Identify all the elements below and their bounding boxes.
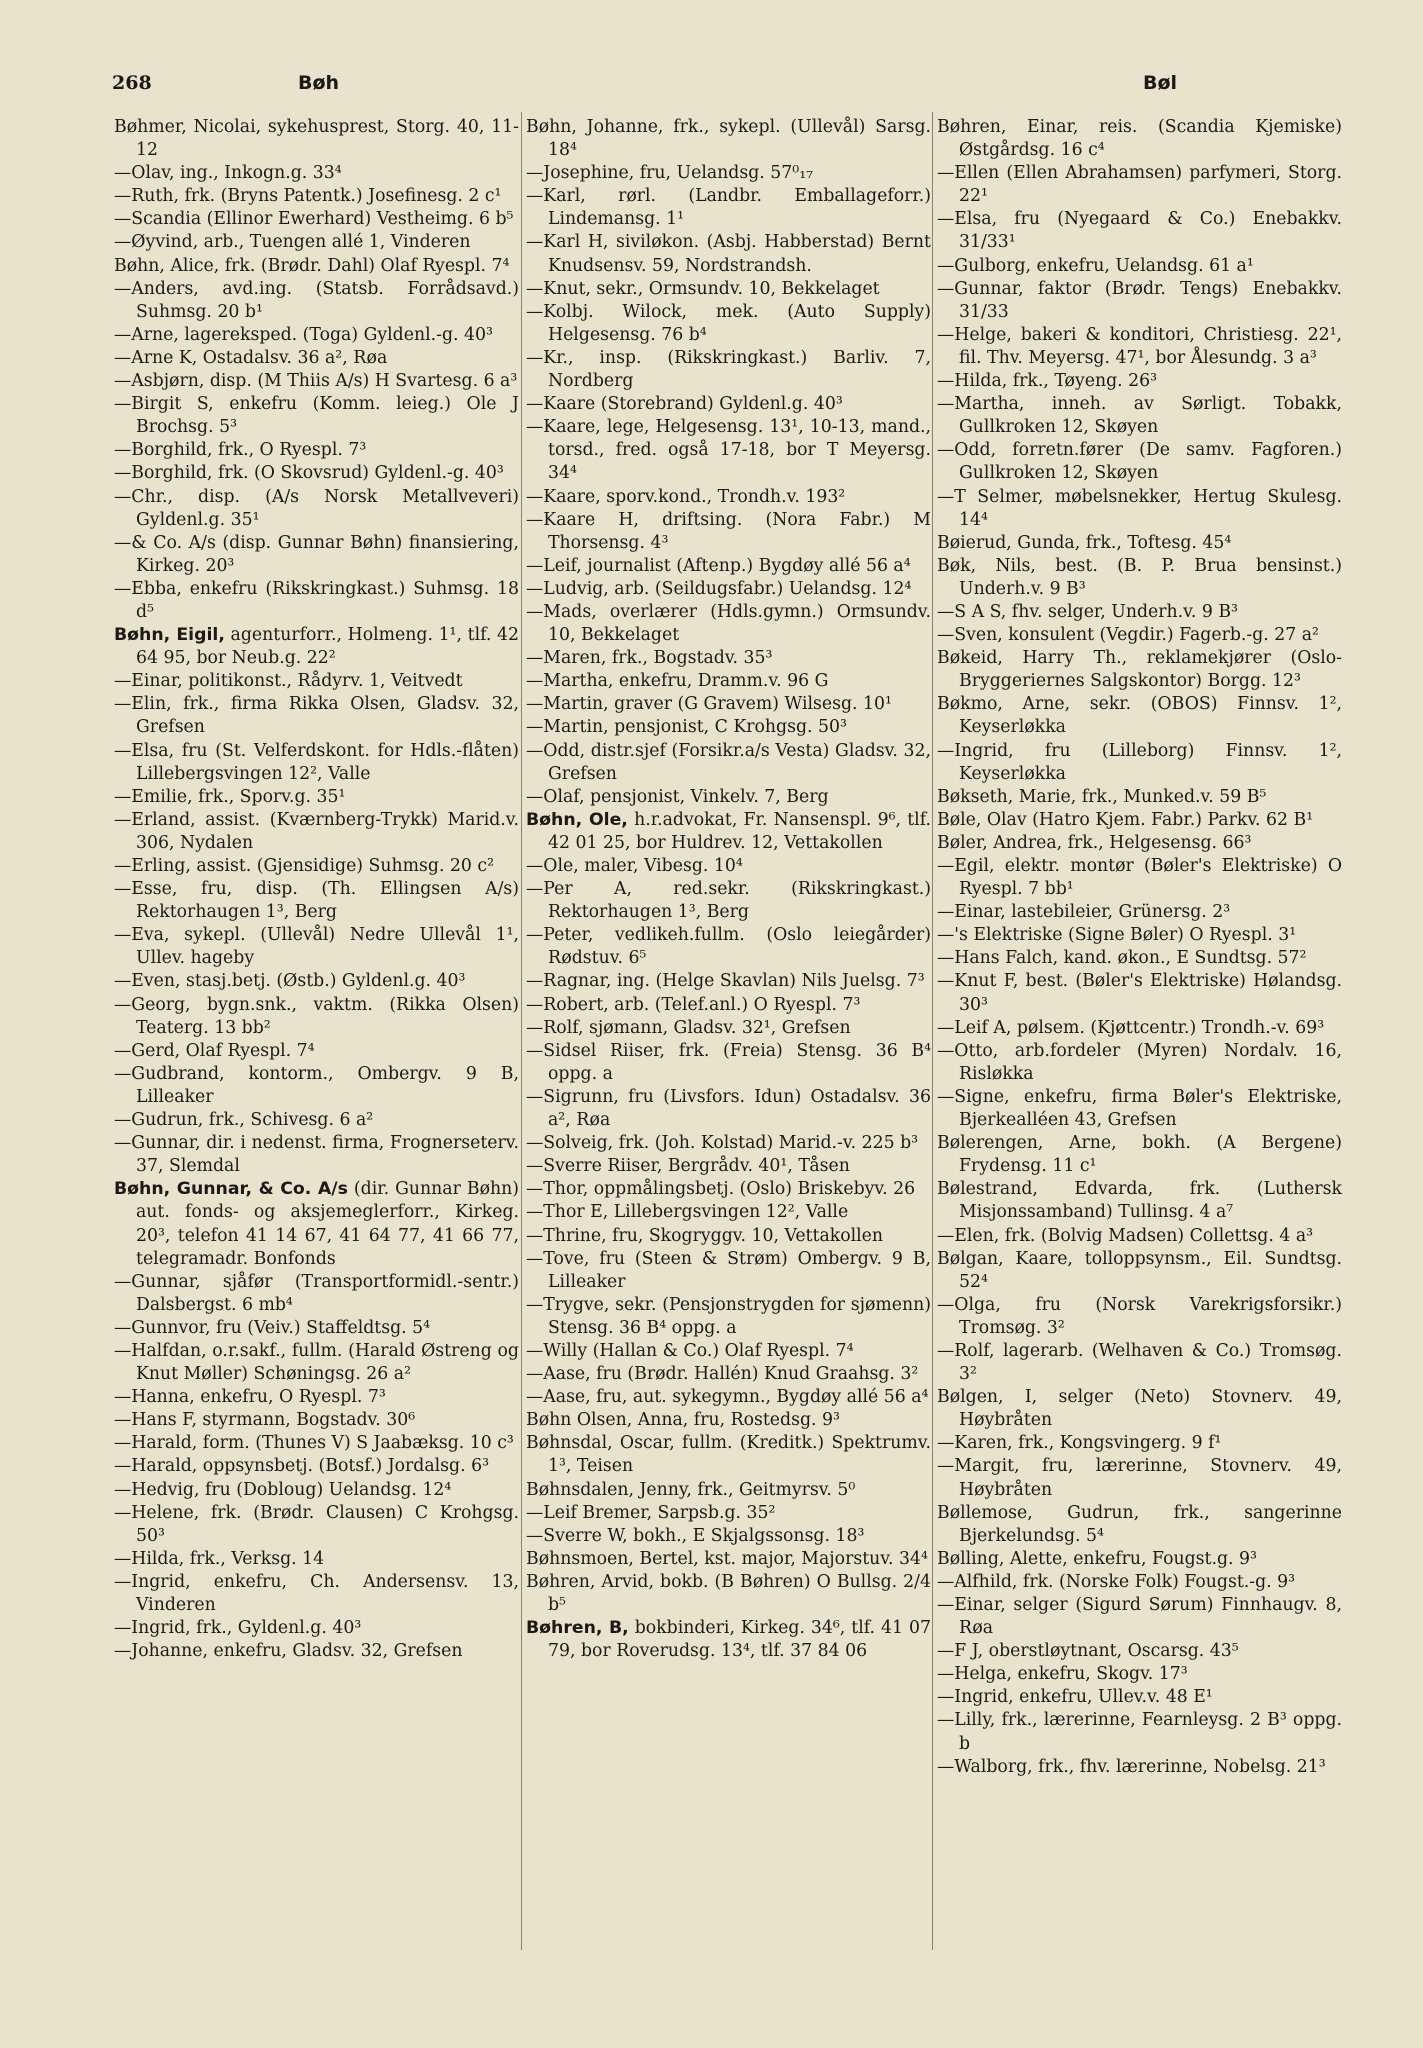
listing-text: —Asbjørn, disp. (M Thiis A/s) H Svartesg. 6 a³ (114, 371, 518, 392)
listing-text: —Olaf, pensjonist, Vinkelv. 7, Berg (526, 786, 829, 807)
page-number: 268 (112, 72, 152, 94)
listing-entry (937, 1756, 1342, 1779)
listing-text: Bøkseth, Marie, frk., Munked.v. 59 B⁵ (937, 786, 1267, 807)
listing-entry (937, 647, 1342, 693)
listing-text: —Sigrunn, fru (Livsfors. Idun) Ostadalsv. 36 a², Røa (526, 1086, 931, 1131)
listing-entry (526, 578, 931, 601)
listing-text: —Gulborg, enkefru, Uelandsg. 61 a¹ (937, 255, 1254, 276)
listing-text: —Georg, bygn.snk., vaktm. (Rikka Olsen) Teaterg. 13 bb² (114, 994, 519, 1038)
listing-text: —Emilie, frk., Sporv.g. 35¹ (114, 786, 346, 807)
listing-entry (114, 578, 519, 624)
listing-entry (937, 786, 1342, 809)
listing-text: —Alfhild, frk. (Norske Folk) Fougst.-g. 9³ (937, 1571, 1296, 1592)
listing-name-bold: Bøhren, B, (526, 1618, 629, 1639)
listing-entry (526, 1248, 931, 1294)
listing-entry (114, 1640, 519, 1663)
listing-entry (526, 416, 931, 485)
listing-entry (114, 670, 519, 693)
listing-text: —Karl, rørl. (Landbr. Emballageforr.) Lindemansg. 1¹ (526, 186, 931, 230)
listing-text: —Martha, enkefru, Dramm.v. 96 G (526, 671, 829, 692)
listing-entry (937, 1132, 1342, 1178)
listing-text: Bølestrand, Edvarda, frk. (Luthersk Misjonssamband) Tullinsg. 4 a⁷ (937, 1179, 1342, 1223)
listing-entry (526, 1340, 931, 1363)
listing-entry (937, 532, 1342, 555)
listing-text: —Ole, maler, Vibesg. 10⁴ (526, 856, 743, 876)
listing-text: —Helene, frk. (Brødr. Clausen) C Krohgsg. 50³ (114, 1502, 519, 1546)
listing-entry (114, 1479, 519, 1502)
listing-text: —Sverre Riiser, Bergrådv. 40¹, Tåsen (526, 1156, 850, 1177)
listing-entry (526, 740, 931, 786)
listing-text: —Mads, overlærer (Hdls.gymn.) Ormsundv. 10, Bekkelaget (526, 601, 931, 646)
listing-text: —Josephine, fru, Uelandsg. 57⁰₁₇ (526, 163, 814, 184)
listing-text: —Ingrid, fru (Lilleborg) Finnsv. 1², Keyserløkka (937, 740, 1342, 784)
listing-entry (526, 162, 931, 185)
listing-text: —Hilda, frk., Tøyeng. 26³ (937, 371, 1158, 392)
listing-entry (937, 255, 1342, 278)
listing-text: —Otto, arb.fordeler (Myren) Nordalv. 16, Risløkka (937, 1040, 1342, 1084)
column-divider (932, 112, 933, 1950)
listing-entry (526, 231, 931, 277)
listing-text: —Øyvind, arb., Tuengen allé 1, Vinderen (114, 232, 471, 253)
listing-text: —Sven, konsulent (Vegdir.) Fagerb.-g. 27 a² (937, 625, 1319, 646)
listing-entry (937, 1294, 1342, 1340)
listing-entry (114, 878, 519, 924)
listing-text: —Tove, fru (Steen & Strøm) Ombergv. 9 B, Lilleaker (526, 1248, 931, 1292)
listing-text: —Harald, form. (Thunes V) S Jaabæksg. 10 c³ (114, 1433, 514, 1454)
listing-entry (526, 1617, 931, 1663)
listing-entry (114, 1386, 519, 1409)
listing-text: —Knut F, best. (Bøler's Elektriske) Hølandsg. 30³ (937, 971, 1342, 1015)
listing-text: —Maren, frk., Bogstadv. 35³ (526, 648, 773, 669)
listing-entry (114, 231, 519, 254)
running-head-left: Bøh (298, 72, 340, 94)
listing-entry (114, 1502, 519, 1548)
listing-text: —Martin, pensjonist, C Krohgsg. 50³ (526, 717, 847, 738)
listing-entry (526, 347, 931, 393)
listing-text: —Gunnar, sjåfør (Transportformidl.-sentr.) Dalsbergst. 6 mb⁴ (114, 1271, 519, 1315)
listing-text: —Margit, fru, lærerinne, Stovnerv. 49, Høybråten (937, 1456, 1342, 1500)
listing-text: —Erland, assist. (Kværnberg-Trykk) Marid.v. 306, Nydalen (114, 809, 519, 853)
listing-entry (526, 994, 931, 1017)
listing-text: Bøhn, Johanne, frk., sykepl. (Ullevål) Sarsg. 18⁴ (526, 117, 931, 161)
listing-entry (937, 901, 1342, 924)
listing-text: Bøhren, Arvid, bokb. (B Bøhren) O Bullsg. 2/4 b⁵ (526, 1571, 931, 1615)
listing-text: —Birgit S, enkefru (Komm. leieg.) Ole J Brochsg. 5³ (114, 394, 519, 438)
listing-text: —Thrine, fru, Skogryggv. 10, Vettakollen (526, 1225, 884, 1246)
listing-text: —Borghild, frk. (O Skovsrud) Gyldenl.-g. 40³ (114, 463, 504, 484)
listing-text: —Sverre W, bokh., E Skjalgssonsg. 18³ (526, 1525, 865, 1546)
listing-text: —Kaare, lege, Helgesensg. 13¹, 10-13, mand., torsd., fred. også 17-18, bor T Meyersg. 34⁴ (526, 417, 931, 484)
listing-text: —Hilda, frk., Verksg. 14 (114, 1548, 325, 1569)
listing-entry (114, 462, 519, 485)
listing-entry (937, 324, 1342, 370)
listing-entry (526, 1201, 931, 1224)
listing-entry (114, 1432, 519, 1455)
listing-text: —Solveig, frk. (Joh. Kolstad) Marid.-v. 225 b³ (526, 1133, 919, 1154)
listing-entry (937, 1340, 1342, 1386)
listing-entry (526, 1178, 931, 1201)
listing-entry (114, 393, 519, 439)
listing-entry (937, 740, 1342, 786)
listing-text: —Martha, inneh. av Sørligt. Tobakk, Gullkroken 12, Skøyen (937, 394, 1342, 438)
listing-text: Bølgan, Kaare, tolloppsynsm., Eil. Sundtsg. 52⁴ (937, 1248, 1342, 1292)
listing-text: —Gerd, Olaf Ryespl. 7⁴ (114, 1040, 315, 1061)
listing-entry (937, 924, 1342, 947)
listing-entry (526, 716, 931, 739)
listing-text: —Halfdan, o.r.sakf., fullm. (Harald Østreng og Knut Møller) Schøningsg. 26 a² (114, 1340, 519, 1385)
listing-entry (526, 693, 931, 716)
listing-text: —Helge, bakeri & konditori, Christiesg. 22¹, fil. Thv. Meyersg. 47¹, bor Ålesundg. 3 a³ (937, 324, 1342, 368)
listing-name-bold: Bøhn, Eigil, (114, 625, 225, 646)
listing-text: —Kaare (Storebrand) Gyldenl.g. 40³ (526, 394, 843, 415)
listing-entry (937, 1594, 1342, 1640)
listing-entry (526, 116, 931, 162)
listing-entry (114, 324, 519, 347)
listing-text: —Hans F, styrmann, Bogstadv. 30⁶ (114, 1410, 416, 1431)
listing-entry (937, 601, 1342, 624)
listing-text: —Johanne, enkefru, Gladsv. 32, Grefsen (114, 1641, 463, 1662)
listing-entry (114, 924, 519, 970)
listing-text: —Kr., insp. (Rikskringkast.) Barliv. 7, Nordberg (526, 347, 931, 392)
listing-entry (526, 970, 931, 993)
listing-entry (526, 1479, 931, 1502)
listing-text: —Leif Bremer, Sarpsb.g. 35² (526, 1502, 776, 1523)
listing-text: —Rolf, lagerarb. (Welhaven & Co.) Tromsøg. 3² (937, 1340, 1342, 1385)
listing-text: —Lilly, frk., lærerinne, Fearnleysg. 2 B³ oppg. b (937, 1710, 1342, 1754)
listing-text: —Knut, sekr., Ormsundv. 10, Bekkelaget (526, 278, 880, 299)
listing-entry (114, 208, 519, 231)
listing-text: —Kolbj. Wilock, mek. (Auto Supply) Helgesensg. 76 b⁴ (526, 301, 931, 345)
listing-entry (114, 624, 519, 670)
listing-text: Bøkmo, Arne, sekr. (OBOS) Finnsv. 1², Keyserløkka (937, 694, 1342, 738)
listing-text: —Signe, enkefru, firma Bøler's Elektriske, Bjerkealléen 43, Grefsen (937, 1086, 1342, 1131)
listing-text: —Eva, sykepl. (Ullevål) Nedre Ullevål 1¹, Ullev. hageby (114, 925, 519, 969)
listing-text: —'s Elektriske (Signe Bøler) O Ryespl. 3¹ (937, 925, 1297, 946)
listing-text: —Ingrid, frk., Gyldenl.g. 40³ (114, 1618, 362, 1639)
listing-text: —Ludvig, arb. (Seildugsfabr.) Uelandsg. 12⁴ (526, 578, 912, 599)
listing-text: Bølling, Alette, enkefru, Fougst.g. 9³ (937, 1548, 1257, 1569)
listing-entry (526, 855, 931, 878)
listing-text: —Robert, arb. (Telef.anl.) O Ryespl. 7³ (526, 994, 861, 1015)
listing-name-bold: Bøhn, Gunnar, & Co. A/s (114, 1179, 348, 1200)
listing-entry (937, 1548, 1342, 1571)
listing-text: —Olga, fru (Norsk Varekrigsforsikr.) Tromsøg. 3² (937, 1294, 1342, 1338)
listing-text: —Harald, oppsynsbetj. (Botsf.) Jordalsg. 6³ (114, 1456, 490, 1477)
listing-entry (526, 1502, 931, 1525)
listing-text: —Esse, fru, disp. (Th. Ellingsen A/s) Rektorhaugen 1³, Berg (114, 879, 519, 923)
listing-entry (114, 439, 519, 462)
listing-text: Bøhnsdal, Oscar, fullm. (Kreditk.) Spektrumv. 1³, Teisen (526, 1433, 931, 1477)
listing-entry (526, 1225, 931, 1248)
column-divider (521, 112, 522, 1950)
listing-entry (937, 1640, 1342, 1663)
listing-text: Bølerengen, Arne, bokh. (A Bergene) Frydensg. 11 c¹ (937, 1133, 1342, 1177)
listing-entry (526, 878, 931, 924)
listing-text: —Einar, lastebileier, Grünersg. 2³ (937, 902, 1231, 923)
listing-entry (937, 555, 1342, 601)
listing-text: —Chr., disp. (A/s Norsk Metallveveri) Gyldenl.g. 35¹ (114, 486, 519, 530)
listing-entry (526, 1409, 931, 1432)
listing-text: —Ragnar, ing. (Helge Skavlan) Nils Juelsg. 7³ (526, 971, 925, 992)
listing-text: —Egil, elektr. montør (Bøler's Elektriske) O Ryespl. 7 bb¹ (937, 856, 1342, 900)
listing-text: —Thor E, Lillebergsvingen 12², Valle (526, 1202, 849, 1223)
listing-text: —Thor, oppmålingsbetj. (Oslo) Briskebyv. 26 (526, 1179, 916, 1200)
listing-entry (937, 1178, 1342, 1224)
listing-entry (937, 208, 1342, 254)
listing-entry (114, 1317, 519, 1340)
listing-entry (937, 1663, 1342, 1686)
listing-text: —Elsa, fru (Nyegaard & Co.) Enebakkv. 31/33¹ (937, 209, 1342, 253)
listing-text: —Kaare, sporv.kond., Trondh.v. 193² (526, 486, 846, 507)
listing-text: Bøhnsdalen, Jenny, frk., Geitmyrsv. 5⁰ (526, 1479, 856, 1500)
listing-entry (526, 809, 931, 855)
listing-entry (526, 393, 931, 416)
listing-entry (114, 1571, 519, 1617)
listing-text: —Hans Falch, kand. økon., E Sundtsg. 57² (937, 948, 1307, 969)
listing-entry (937, 947, 1342, 970)
listing-text: —Einar, selger (Sigurd Sørum) Finnhaugv. 8, Røa (937, 1595, 1342, 1639)
listing-entry (526, 1294, 931, 1340)
listing-text: —Willy (Hallan & Co.) Olaf Ryespl. 7⁴ (526, 1340, 854, 1361)
listing-entry (937, 809, 1342, 832)
listing-entry (937, 116, 1342, 162)
listing-text: —Arne, lagereksped. (Toga) Gyldenl.-g. 40³ (114, 324, 493, 345)
listing-text: —Ebba, enkefru (Rikskringkast.) Suhmsg. 18 d⁵ (114, 578, 519, 622)
listing-text: —Walborg, frk., fhv. lærerinne, Nobelsg. 21³ (937, 1756, 1326, 1777)
listing-entry (114, 1409, 519, 1432)
listing-text: —Rolf, sjømann, Gladsv. 32¹, Grefsen (526, 1017, 851, 1038)
listing-text: Bøierud, Gunda, frk., Toftesg. 45⁴ (937, 532, 1232, 553)
listing-text: —Trygve, sekr. (Pensjonstrygden for sjømenn) Stensg. 36 B⁴ oppg. a (526, 1294, 931, 1338)
listing-entry (937, 1455, 1342, 1501)
listing-text: —Kaare H, driftsing. (Nora Fabr.) M Thorsensg. 4³ (526, 509, 931, 553)
listing-text: —Anders, avd.ing. (Statsb. Forrådsavd.) Suhmsg. 20 b¹ (114, 278, 519, 322)
listing-text: —Leif A, pølsem. (Kjøttcentr.) Trondh.-v. 69³ (937, 1017, 1325, 1038)
listing-entry (937, 486, 1342, 532)
listing-text: Bøkeid, Harry Th., reklamekjører (Oslo-Bryggeriernes Salgskontor) Borgg. 12³ (937, 648, 1342, 692)
listing-entry (114, 255, 519, 278)
listing-text: —Karen, frk., Kongsvingerg. 9 f¹ (937, 1433, 1222, 1454)
running-head-right: Bøl (1143, 72, 1178, 94)
column-3 (937, 116, 1342, 1779)
listing-text: —Gudrun, frk., Schivesg. 6 a² (114, 1110, 374, 1131)
listing-entry (937, 1502, 1342, 1548)
listing-text: —Erling, assist. (Gjensidige) Suhmsg. 20 c² (114, 856, 495, 876)
listing-entry (937, 1571, 1342, 1594)
column-2 (526, 116, 931, 1663)
listing-entry (114, 693, 519, 739)
listing-text: agenturforr., Holmeng. 1¹, tlf. 42 64 95, bor Neub.g. 22² (136, 625, 519, 669)
listing-entry (526, 786, 931, 809)
listing-entry (526, 185, 931, 231)
listing-text: Bøhn Olsen, Anna, fru, Rostedsg. 9³ (526, 1410, 840, 1431)
listing-entry (526, 1548, 931, 1571)
listing-entry (937, 1017, 1342, 1040)
listing-text: —Odd, forretn.fører (De samv. Fagforen.) Gullkroken 12, Skøyen (937, 440, 1342, 484)
listing-text: —Gunnar, dir. i nedenst. firma, Frognerseterv. 37, Slemdal (114, 1133, 519, 1177)
listing-text: h.r.advokat, Fr. Nansenspl. 9⁶, tlf. 42 01 25, bor Huldrev. 12, Vettakollen (548, 809, 931, 853)
listing-text: —Ellen (Ellen Abrahamsen) parfymeri, Storg. 22¹ (937, 163, 1342, 207)
listing-entry (114, 278, 519, 324)
listing-text: —Einar, politikonst., Rådyrv. 1, Veitvedt (114, 671, 463, 692)
listing-text: —Scandia (Ellinor Ewerhard) Vestheimg. 6 b⁵ (114, 209, 514, 230)
listing-text: —Peter, vedlikeh.fullm. (Oslo leiegårder) Rødstuv. 6⁵ (526, 925, 931, 969)
listing-text: —S A S, fhv. selger, Underh.v. 9 B³ (937, 601, 1238, 622)
listing-entry (937, 1432, 1342, 1455)
listing-entry (526, 1017, 931, 1040)
column-1 (114, 116, 519, 1663)
listing-entry (526, 1386, 931, 1409)
listing-entry (937, 1709, 1342, 1755)
listing-entry (114, 1340, 519, 1386)
listing-text: Bøler, Andrea, frk., Helgesensg. 66³ (937, 832, 1252, 853)
listing-text: —Elen, frk. (Bolvig Madsen) Collettsg. 4 a³ (937, 1225, 1314, 1246)
listing-entry (526, 924, 931, 970)
listing-entry (937, 162, 1342, 208)
listing-entry (526, 301, 931, 347)
listing-entry (114, 1271, 519, 1317)
listing-entry (114, 116, 519, 162)
listing-entry (114, 370, 519, 393)
listing-text: —Karl H, siviløkon. (Asbj. Habberstad) Bernt Knudsensv. 59, Nordstrandsh. (526, 232, 931, 276)
listing-text: —Even, stasj.betj. (Østb.) Gyldenl.g. 40³ (114, 971, 466, 992)
listing-entry (114, 347, 519, 370)
listing-entry (937, 370, 1342, 393)
listing-text: —Ruth, frk. (Bryns Patentk.) Josefinesg. 2 c¹ (114, 186, 502, 207)
listing-entry (114, 809, 519, 855)
listing-text: (dir. Gunnar Bøhn) aut. fonds- og aksjemeglerforr., Kirkeg. 20³, telefon 41 14 67, 41 64 77, 41 66 77, telegramadr. Bonfonds (136, 1179, 519, 1269)
listing-entry (526, 278, 931, 301)
listing-text: Bøhren, Einar, reis. (Scandia Kjemiske) Østgårdsg. 16 c⁴ (937, 117, 1342, 161)
listing-entry (114, 532, 519, 578)
listing-entry (526, 647, 931, 670)
listing-text: Bøk, Nils, best. (B. P. Brua bensinst.) Underh.v. 9 B³ (937, 555, 1342, 599)
listing-text: —Per A, red.sekr. (Rikskringkast.) Rektorhaugen 1³, Berg (526, 879, 931, 923)
listing-text: —Ingrid, enkefru, Ch. Andersensv. 13, Vinderen (114, 1571, 519, 1615)
listing-entry (114, 786, 519, 809)
listing-entry (937, 1386, 1342, 1432)
listing-entry (114, 855, 519, 878)
listing-entry (526, 1155, 931, 1178)
listing-entry (937, 278, 1342, 324)
listing-text: —Gunnar, faktor (Brødr. Tengs) Enebakkv. 31/33 (937, 278, 1342, 322)
listing-entry (526, 1432, 931, 1478)
listing-text: —Leif, journalist (Aftenp.) Bygdøy allé 56 a⁴ (526, 555, 911, 576)
listing-entry (526, 1040, 931, 1086)
listing-entry (526, 601, 931, 647)
listing-entry (114, 970, 519, 993)
listing-text: —Gudbrand, kontorm., Ombergv. 9 B, Lilleaker (114, 1063, 519, 1107)
listing-name-bold: Bøhn, Ole, (526, 809, 628, 830)
listing-text: Bøhn, Alice, frk. (Brødr. Dahl) Olaf Ryespl. 7⁴ (114, 255, 510, 276)
listing-text: —F J, oberstløytnant, Oscarsg. 43⁵ (937, 1641, 1239, 1662)
listing-text: —Aase, fru (Brødr. Hallén) Knud Graahsg. 3² (526, 1364, 919, 1385)
listing-entry (114, 486, 519, 532)
listing-entry (937, 1225, 1342, 1248)
listing-entry (114, 1109, 519, 1132)
listing-text: —& Co. A/s (disp. Gunnar Bøhn) finansiering, Kirkeg. 20³ (114, 532, 519, 576)
listing-entry (937, 970, 1342, 1016)
listing-entry (526, 486, 931, 509)
listing-entry (937, 1686, 1342, 1709)
listing-entry (526, 670, 931, 693)
listing-text: —Hanna, enkefru, O Ryespl. 7³ (114, 1387, 386, 1408)
listing-entry (937, 855, 1342, 901)
listing-text: —Gunnvor, fru (Veiv.) Staffeldtsg. 5⁴ (114, 1317, 431, 1338)
listing-entry (937, 1248, 1342, 1294)
listing-entry (114, 185, 519, 208)
listing-entry (937, 832, 1342, 855)
listing-entry (937, 439, 1342, 485)
listing-text: Bøhmer, Nicolai, sykehusprest, Storg. 40, 11-12 (114, 117, 519, 161)
listing-text: Bøle, Olav (Hatro Kjem. Fabr.) Parkv. 62 B¹ (937, 809, 1314, 830)
listing-text: —Hedvig, fru (Dobloug) Uelandsg. 12⁴ (114, 1479, 452, 1500)
listing-text: —Olav, ing., Inkogn.g. 33⁴ (114, 163, 342, 184)
listing-entry (937, 624, 1342, 647)
listing-entry (937, 693, 1342, 739)
listing-entry (526, 1132, 931, 1155)
listing-entry (937, 393, 1342, 439)
listing-text: Bøllemose, Gudrun, frk., sangerinne Bjerkelundsg. 5⁴ (937, 1502, 1342, 1546)
listing-entry (114, 1548, 519, 1571)
listing-text: —Borghild, frk., O Ryespl. 7³ (114, 440, 367, 461)
listing-entry (114, 162, 519, 185)
listing-text: —Helga, enkefru, Skogv. 17³ (937, 1664, 1188, 1685)
listing-entry (526, 1525, 931, 1548)
listing-entry (526, 1086, 931, 1132)
listing-text: Bøhnsmoen, Bertel, kst. major, Majorstuv. 34⁴ (526, 1548, 928, 1569)
listing-entry (114, 1178, 519, 1270)
listing-text: —Martin, graver (G Gravem) Wilsesg. 10¹ (526, 694, 892, 715)
listing-entry (526, 509, 931, 555)
listing-entry (114, 1063, 519, 1109)
listing-entry (937, 1086, 1342, 1132)
listing-text: —Arne K, Ostadalsv. 36 a², Røa (114, 347, 388, 368)
listing-entry (526, 1363, 931, 1386)
listing-entry (114, 1617, 519, 1640)
listing-entry (526, 1571, 931, 1617)
listing-entry (114, 1040, 519, 1063)
listing-text: —Odd, distr.sjef (Forsikr.a/s Vesta) Gladsv. 32, Grefsen (526, 740, 931, 784)
listing-text: —Sidsel Riiser, frk. (Freia) Stensg. 36 B⁴ oppg. a (526, 1040, 931, 1084)
listing-entry (114, 1455, 519, 1478)
listing-entry (114, 1132, 519, 1178)
listing-text: —Elsa, fru (St. Velferdskont. for Hdls.-flåten) Lillebergsvingen 12², Valle (114, 740, 519, 784)
listing-text: —T Selmer, møbelsnekker, Hertug Skulesg. 14⁴ (937, 486, 1342, 530)
listing-text: —Ingrid, enkefru, Ullev.v. 48 E¹ (937, 1687, 1213, 1708)
listing-entry (526, 555, 931, 578)
listing-text: —Aase, fru, aut. sykegymn., Bygdøy allé 56 a⁴ (526, 1387, 929, 1408)
listing-text: —Elin, frk., firma Rikka Olsen, Gladsv. 32, Grefsen (114, 694, 519, 738)
listing-entry (114, 740, 519, 786)
listing-entry (114, 994, 519, 1040)
listing-entry (937, 1040, 1342, 1086)
listing-text: Bølgen, I, selger (Neto) Stovnerv. 49, Høybråten (937, 1387, 1342, 1431)
listing-text: bokbinderi, Kirkeg. 34⁶, tlf. 41 07 79, bor Roverudsg. 13⁴, tlf. 37 84 06 (548, 1618, 931, 1662)
